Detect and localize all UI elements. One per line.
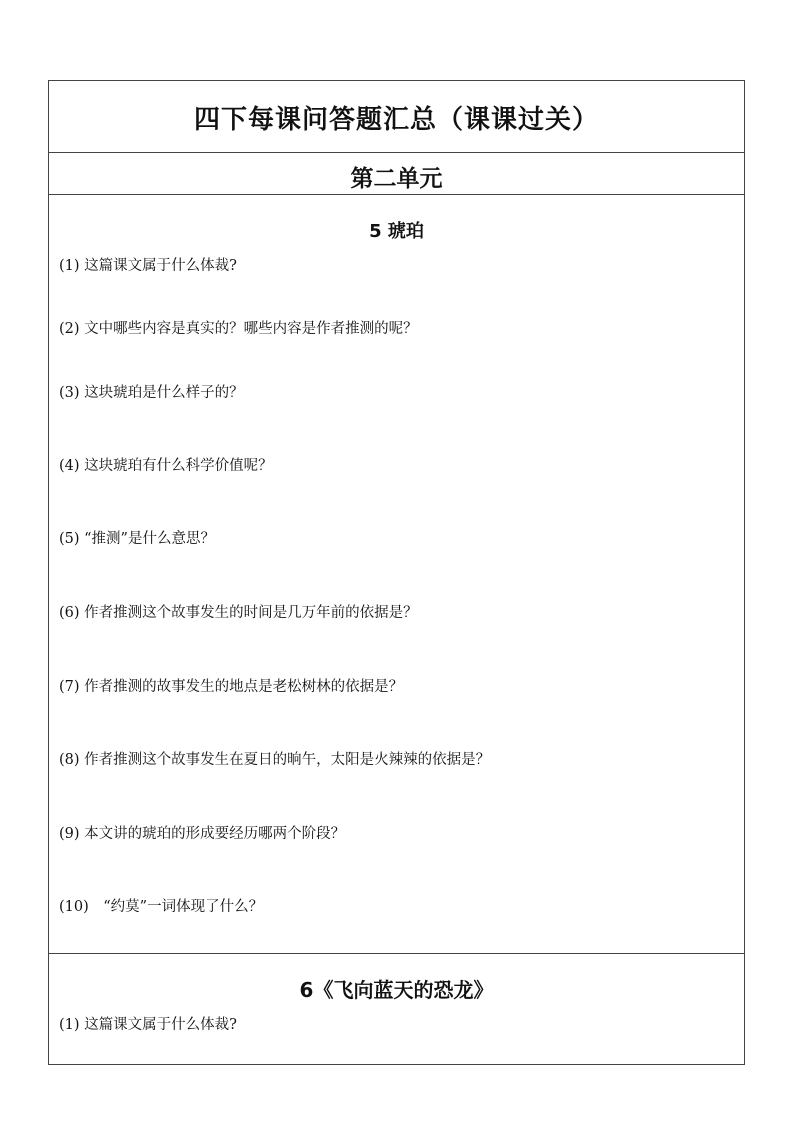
question-table: [48, 80, 745, 1065]
lesson-5-section: [49, 195, 744, 954]
question-item: (8) 作者推测这个故事发生在夏日的晌午，太阳是火辣辣的依据是？: [59, 752, 491, 768]
question-item: (6) 作者推测这个故事发生的时间是几万年前的依据是？: [59, 605, 418, 621]
question-item: (3) 这块琥珀是什么样子的？: [59, 385, 244, 401]
lesson-6-title: 6《飞向蓝天的恐龙》: [299, 978, 494, 1002]
title-row: [49, 81, 744, 153]
question-item: (2) 文中哪些内容是真实的？哪些内容是作者推测的呢？: [59, 321, 418, 337]
lesson-5-title: 5 琥珀: [369, 221, 424, 242]
unit-row: [49, 153, 744, 195]
question-item: (1) 这篇课文属于什么体裁?: [59, 258, 237, 274]
question-item: (7) 作者推测的故事发生的地点是老松树林的依据是？: [59, 679, 404, 695]
unit-title: 第二单元: [350, 166, 443, 192]
lesson-6-section: [49, 954, 744, 1064]
question-item: (10) “约莫”一词体现了什么？: [59, 899, 264, 915]
question-item: (4) 这块琥珀有什么科学价值呢？: [59, 458, 273, 474]
question-item: (9) 本文讲的琥珀的形成要经历哪两个阶段？: [59, 826, 346, 842]
question-item: (5) “推测”是什么意思？: [59, 531, 215, 547]
document-title: 四下每课问答题汇总（课课过关）: [193, 105, 599, 135]
question-item: (1) 这篇课文属于什么体裁?: [59, 1017, 237, 1033]
